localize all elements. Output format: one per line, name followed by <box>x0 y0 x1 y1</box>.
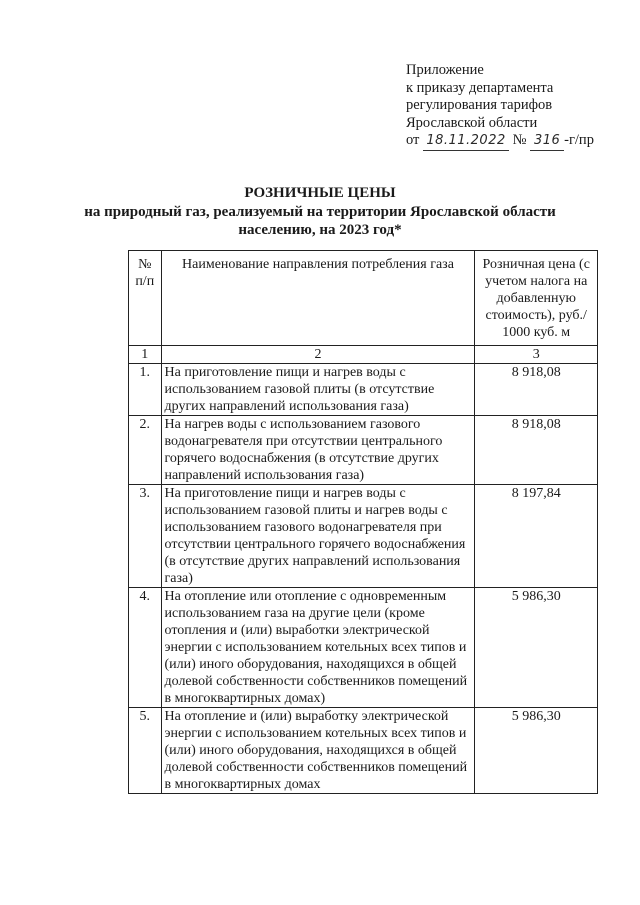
table-row <box>129 364 598 416</box>
document-title <box>0 184 640 240</box>
annex-order-line <box>406 132 636 151</box>
row-price: 8 918,08 <box>475 364 598 416</box>
row-direction: На приготовление пищи и нагрев воды с использованием газовой плиты (в отсутствие других направлений использования газа) <box>161 364 475 416</box>
annex-line-4: Ярославской области <box>406 114 538 131</box>
column-number-1: 1 <box>129 346 162 364</box>
annex-number-label: № <box>512 132 527 148</box>
row-number: 4. <box>129 588 162 708</box>
annex-line-3: регулирования тарифов <box>406 97 553 113</box>
header-direction: Наименование направления потребления газа <box>161 251 475 346</box>
annex-number-suffix: -г/пр <box>564 132 594 148</box>
row-number: 1. <box>129 364 162 416</box>
row-direction: На нагрев воды с использованием газового водонагревателя при отсутствии центрального горячего водоснабжения (в отсутствие других направлений использования газа) <box>161 416 475 485</box>
table-row <box>129 708 598 794</box>
header-number: № п/п <box>129 251 162 346</box>
prices-table <box>128 250 598 794</box>
row-direction: На приготовление пищи и нагрев воды с использованием газовой плиты и нагрев воды с использованием газового водонагревателя при отсутствии центрального горячего водоснабжения (в отсутствие других направлений использования газа) <box>161 485 475 588</box>
table-row <box>129 588 598 708</box>
annex-block <box>406 62 636 151</box>
title-line-2: на природный газ, реализуемый на территории Ярославской области <box>84 203 556 220</box>
column-number-3: 3 <box>475 346 598 364</box>
title-line-3: населению, на 2023 год* <box>238 222 402 238</box>
title-line-1: РОЗНИЧНЫЕ ЦЕНЫ <box>244 185 396 201</box>
column-number-2: 2 <box>161 346 475 364</box>
row-price: 8 918,08 <box>475 416 598 485</box>
annex-line-1: Приложение <box>406 62 484 78</box>
row-direction: На отопление или отопление с одновременным использованием газа на другие цели (кроме отопления и (или) выработки электрической энергии с использованием котельных всех типов и (или) иного оборудования, находящихся в общей долевой собственности собственников помещений в многоквартирных домах) <box>161 588 475 708</box>
row-number: 3. <box>129 485 162 588</box>
handwritten-number: 316 <box>530 132 564 151</box>
table-row <box>129 416 598 485</box>
annex-line-2: к приказу департамента <box>406 79 554 96</box>
handwritten-date: 18.11.2022 <box>423 132 509 151</box>
table-header-row <box>129 251 598 346</box>
table-row <box>129 485 598 588</box>
header-price: Розничная цена (с учетом налога на добавленную стоимость), руб./ 1000 куб. м <box>475 251 598 346</box>
annex-from-label: от <box>406 132 420 148</box>
row-price: 8 197,84 <box>475 485 598 588</box>
row-price: 5 986,30 <box>475 708 598 794</box>
column-number-row <box>129 346 598 364</box>
row-price: 5 986,30 <box>475 588 598 708</box>
row-number: 5. <box>129 708 162 794</box>
row-direction: На отопление и (или) выработку электрической энергии с использованием котельных всех типов и (или) иного оборудования, находящихся в общей долевой собственности собственников помещений в многоквартирных домах <box>161 708 475 794</box>
row-number: 2. <box>129 416 162 485</box>
